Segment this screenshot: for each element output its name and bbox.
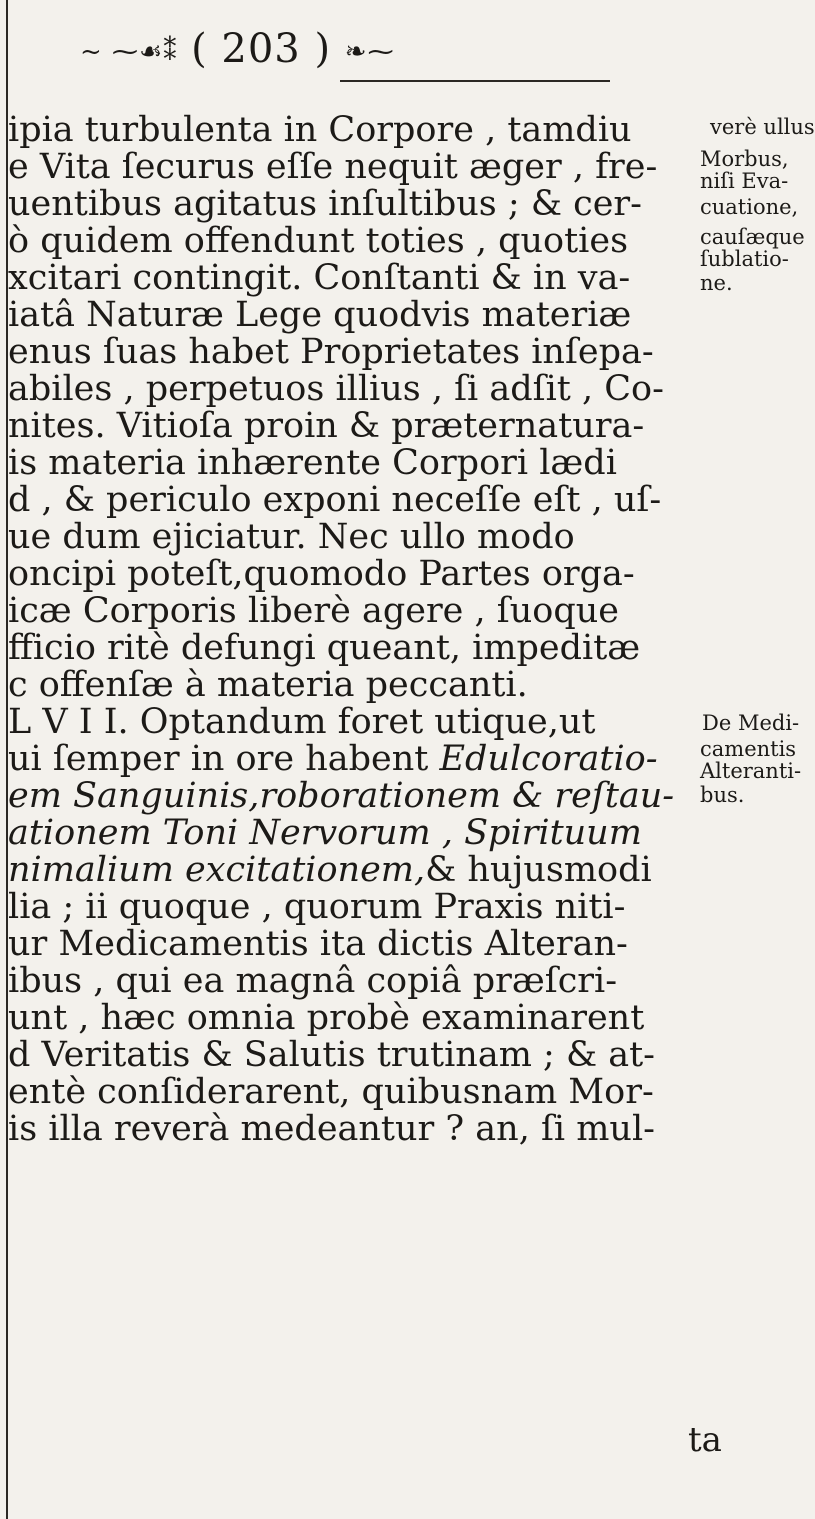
text-line: abiles , perpetuos illius , ſi adſit , Co- <box>8 369 664 409</box>
text-line: c offenſæ à materia peccanti. <box>8 665 528 705</box>
text-line: is materia inhærente Corpori lædi <box>8 443 617 483</box>
margin-note: ſublatio- <box>700 247 789 271</box>
page-number: ( 203 ) <box>191 26 332 72</box>
text-line: ò quidem offendunt toties , quoties <box>8 221 629 261</box>
margin-note: niſi Eva- <box>700 169 789 193</box>
margin-note: Morbus, <box>700 147 789 171</box>
text-line: em Sanguinis,roborationem & reſtau- <box>8 776 675 816</box>
text-line: nimalium excitationem,& hujusmodi <box>8 850 652 890</box>
text-line: d Veritatis & Salutis trutinam ; & at- <box>8 1035 655 1075</box>
margin-note: camentis <box>700 737 797 761</box>
margin-note: cauſæque <box>700 225 805 249</box>
text-line: entè conſiderarent, quibusnam Mor- <box>8 1072 654 1112</box>
header-ornament-right: ❧⁓ <box>344 37 395 67</box>
text-line: nites. Vitioſa proin & præternatura- <box>8 406 645 446</box>
text-line: ipia turbulenta in Corpore , tamdiu <box>8 110 632 150</box>
text-line: ibus , qui ea magnâ copiâ præſcri- <box>8 961 618 1001</box>
header-ornament-left: ~ ⁓☙⁑ <box>80 37 178 67</box>
text-line: ui ſemper in ore habent Edulcoratio- <box>8 739 658 779</box>
text-line: e Vita ſecurus eſſe nequit æger , fre- <box>8 147 658 187</box>
text-line: fficio ritè defungi queant, impeditæ <box>8 628 641 668</box>
text-line: unt , hæc omnia probè examinarent <box>8 998 645 1038</box>
text-line: is illa reverà medeantur ? an, ſi mul- <box>8 1109 655 1149</box>
margin-note: Alteranti- <box>700 759 802 783</box>
text-line: d , & periculo exponi neceſſe eſt , uſ- <box>8 480 662 520</box>
margin-note: ne. <box>700 271 733 295</box>
text-line: ue dum ejiciatur. Nec ullo modo <box>8 517 575 557</box>
margin-note: verè ullus <box>710 115 815 139</box>
text-line: iatâ Naturæ Lege quodvis materiæ <box>8 295 632 335</box>
header-rule <box>340 80 610 82</box>
text-line: enus ſuas habet Proprietates inſepa- <box>8 332 654 372</box>
margin-note: De Medi- <box>702 711 800 735</box>
text-line: oncipi poteſt,quomodo Partes orga- <box>8 554 635 594</box>
text-line: ur Medicamentis ita dictis Alteran- <box>8 924 628 964</box>
running-header <box>80 26 395 72</box>
margin-note: cuatione, <box>700 195 799 219</box>
text-line: xcitari contingit. Conſtanti & in va- <box>8 258 631 298</box>
text-line: uentibus agitatus inſultibus ; & cer- <box>8 184 642 224</box>
catchword: ta <box>688 1420 722 1460</box>
text-line: ationem Toni Nervorum , Spirituum <box>8 813 642 853</box>
section-heading-line: L V I I. Optandum foret utique,ut <box>8 702 596 742</box>
text-line: icæ Corporis liberè agere , ſuoque <box>8 591 619 631</box>
margin-note: bus. <box>700 783 745 807</box>
text-line: lia ; ii quoque , quorum Praxis niti- <box>8 887 626 927</box>
